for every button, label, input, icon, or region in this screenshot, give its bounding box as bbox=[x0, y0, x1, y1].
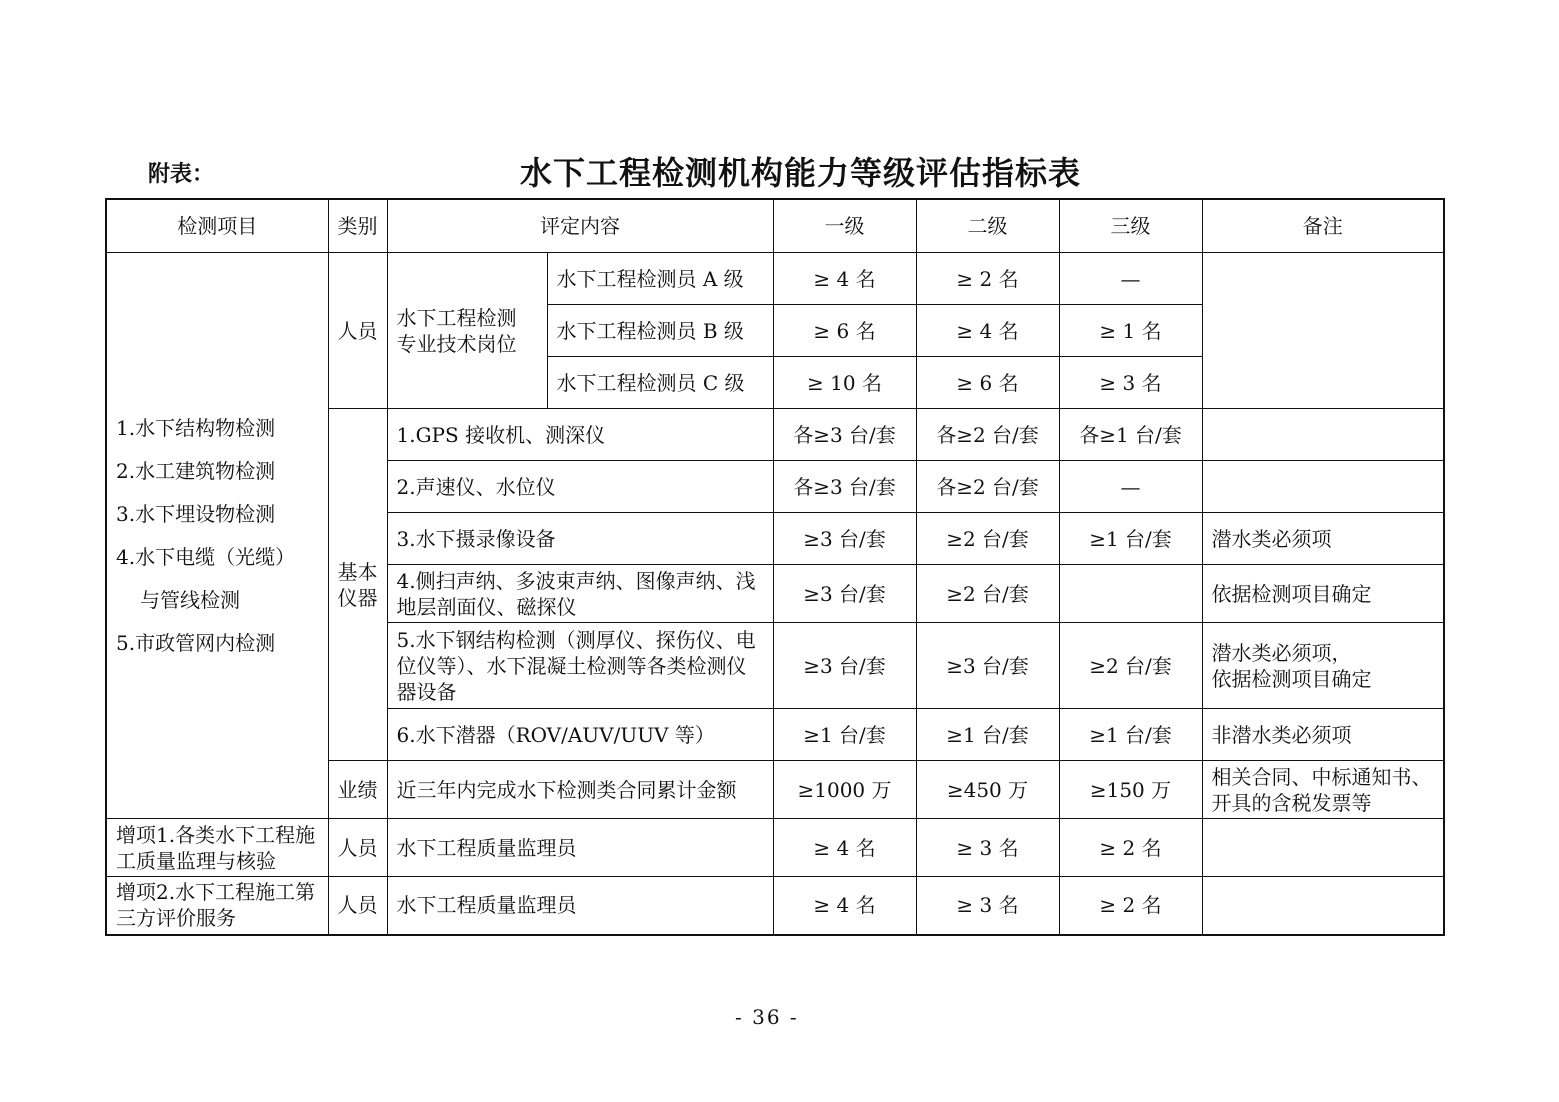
note-line: 依据检测项目确定 bbox=[1211, 666, 1372, 691]
project-item: 1.水下结构物检测 bbox=[116, 415, 276, 440]
category-personnel: 人员 bbox=[328, 877, 387, 935]
category-performance: 业绩 bbox=[328, 761, 387, 819]
level-2-cell: ≥ 6 名 bbox=[916, 357, 1059, 409]
level-1-cell: ≥ 10 名 bbox=[773, 357, 916, 409]
level-1-cell: ≥3 台/套 bbox=[773, 513, 916, 565]
note-cell bbox=[1202, 819, 1444, 877]
table-row bbox=[106, 819, 1444, 877]
table-row bbox=[106, 877, 1444, 935]
table-header-row bbox=[106, 199, 1444, 253]
note-cell: 非潜水类必须项 bbox=[1202, 709, 1444, 761]
note-line: 潜水类必须项， bbox=[1211, 640, 1352, 665]
header-project: 检测项目 bbox=[106, 199, 328, 253]
content-cell: 2.声速仪、水位仪 bbox=[387, 461, 773, 513]
personnel-group-line: 水下工程检测 bbox=[396, 305, 517, 330]
level-1-cell: 各≥3 台/套 bbox=[773, 409, 916, 461]
table-row bbox=[106, 253, 1444, 305]
note-cell: 相关合同、中标通知书、开具的含税发票等 bbox=[1202, 761, 1444, 819]
note-cell bbox=[1202, 623, 1444, 709]
content-cell: 1.GPS 接收机、测深仪 bbox=[387, 409, 773, 461]
content-cell: 水下工程质量监理员 bbox=[387, 819, 773, 877]
note-cell bbox=[1202, 409, 1444, 461]
level-2-cell: ≥2 台/套 bbox=[916, 513, 1059, 565]
note-cell bbox=[1202, 461, 1444, 513]
note-cell: 依据检测项目确定 bbox=[1202, 565, 1444, 623]
level-2-cell: 各≥2 台/套 bbox=[916, 409, 1059, 461]
project-item: 4.水下电缆（光缆） bbox=[116, 544, 296, 569]
project-item: 与管线检测 bbox=[140, 587, 240, 612]
level-3-cell: ≥1 台/套 bbox=[1059, 513, 1202, 565]
header-note: 备注 bbox=[1202, 199, 1444, 253]
level-3-cell: ≥1 台/套 bbox=[1059, 709, 1202, 761]
header-level-3: 三级 bbox=[1059, 199, 1202, 253]
level-1-cell: ≥ 4 名 bbox=[773, 819, 916, 877]
level-2-cell: ≥3 台/套 bbox=[916, 623, 1059, 709]
note-cell: 潜水类必须项 bbox=[1202, 513, 1444, 565]
project-item: 3.水下埋设物检测 bbox=[116, 501, 276, 526]
level-1-cell: ≥ 4 名 bbox=[773, 877, 916, 935]
level-2-cell: ≥ 3 名 bbox=[916, 877, 1059, 935]
personnel-group bbox=[387, 253, 547, 409]
project-item: 2.水工建筑物检测 bbox=[116, 458, 276, 483]
level-1-cell: 各≥3 台/套 bbox=[773, 461, 916, 513]
category-instruments-line: 基本 bbox=[337, 559, 378, 584]
category-personnel: 人员 bbox=[328, 253, 387, 409]
project-item: 5.市政管网内检测 bbox=[116, 630, 276, 655]
header-category: 类别 bbox=[328, 199, 387, 253]
note-cell bbox=[1202, 253, 1444, 409]
content-cell: 6.水下潜器（ROV/AUV/UUV 等） bbox=[387, 709, 773, 761]
content-cell: 近三年内完成水下检测类合同累计金额 bbox=[387, 761, 773, 819]
level-1-cell: ≥1 台/套 bbox=[773, 709, 916, 761]
level-2-cell: ≥ 4 名 bbox=[916, 305, 1059, 357]
evaluation-table bbox=[105, 198, 1445, 936]
category-personnel: 人员 bbox=[328, 819, 387, 877]
content-cell: 4.侧扫声纳、多波束声纳、图像声纳、浅地层剖面仪、磁探仪 bbox=[387, 565, 773, 623]
level-3-cell bbox=[1059, 565, 1202, 623]
content-cell: 水下工程检测员 A 级 bbox=[547, 253, 773, 305]
category-instruments bbox=[328, 409, 387, 761]
level-2-cell: ≥ 3 名 bbox=[916, 819, 1059, 877]
category-instruments-line: 仪器 bbox=[337, 585, 378, 610]
project-list-cell bbox=[106, 253, 328, 819]
level-3-cell: — bbox=[1059, 461, 1202, 513]
level-1-cell: ≥ 4 名 bbox=[773, 253, 916, 305]
content-cell: 水下工程检测员 B 级 bbox=[547, 305, 773, 357]
header-level-1: 一级 bbox=[773, 199, 916, 253]
level-3-cell: ≥2 台/套 bbox=[1059, 623, 1202, 709]
appendix-label: 附表： bbox=[148, 162, 215, 187]
level-3-cell: ≥ 1 名 bbox=[1059, 305, 1202, 357]
page-number: - 36 - bbox=[735, 1005, 799, 1029]
content-cell: 水下工程质量监理员 bbox=[387, 877, 773, 935]
level-2-cell: ≥ 2 名 bbox=[916, 253, 1059, 305]
page-title: 水下工程检测机构能力等级评估指标表 bbox=[520, 154, 1082, 192]
level-1-cell: ≥1000 万 bbox=[773, 761, 916, 819]
content-cell: 5.水下钢结构检测（测厚仪、探伤仪、电位仪等）、水下混凝土检测等各类检测仪器设备 bbox=[387, 623, 773, 709]
content-cell: 水下工程检测员 C 级 bbox=[547, 357, 773, 409]
extra-project-cell: 增项2.水下工程施工第三方评价服务 bbox=[106, 877, 328, 935]
level-3-cell: ≥150 万 bbox=[1059, 761, 1202, 819]
header-level-2: 二级 bbox=[916, 199, 1059, 253]
level-3-cell: ≥ 2 名 bbox=[1059, 877, 1202, 935]
level-2-cell: ≥2 台/套 bbox=[916, 565, 1059, 623]
level-1-cell: ≥ 6 名 bbox=[773, 305, 916, 357]
level-1-cell: ≥3 台/套 bbox=[773, 623, 916, 709]
note-cell bbox=[1202, 877, 1444, 935]
level-1-cell: ≥3 台/套 bbox=[773, 565, 916, 623]
content-cell: 3.水下摄录像设备 bbox=[387, 513, 773, 565]
level-2-cell: ≥450 万 bbox=[916, 761, 1059, 819]
level-3-cell: ≥ 2 名 bbox=[1059, 819, 1202, 877]
personnel-group-line: 专业技术岗位 bbox=[396, 331, 517, 356]
level-3-cell: — bbox=[1059, 253, 1202, 305]
extra-project-cell: 增项1.各类水下工程施工质量监理与核验 bbox=[106, 819, 328, 877]
header-content: 评定内容 bbox=[387, 199, 773, 253]
level-2-cell: 各≥2 台/套 bbox=[916, 461, 1059, 513]
level-3-cell: ≥ 3 名 bbox=[1059, 357, 1202, 409]
level-2-cell: ≥1 台/套 bbox=[916, 709, 1059, 761]
level-3-cell: 各≥1 台/套 bbox=[1059, 409, 1202, 461]
